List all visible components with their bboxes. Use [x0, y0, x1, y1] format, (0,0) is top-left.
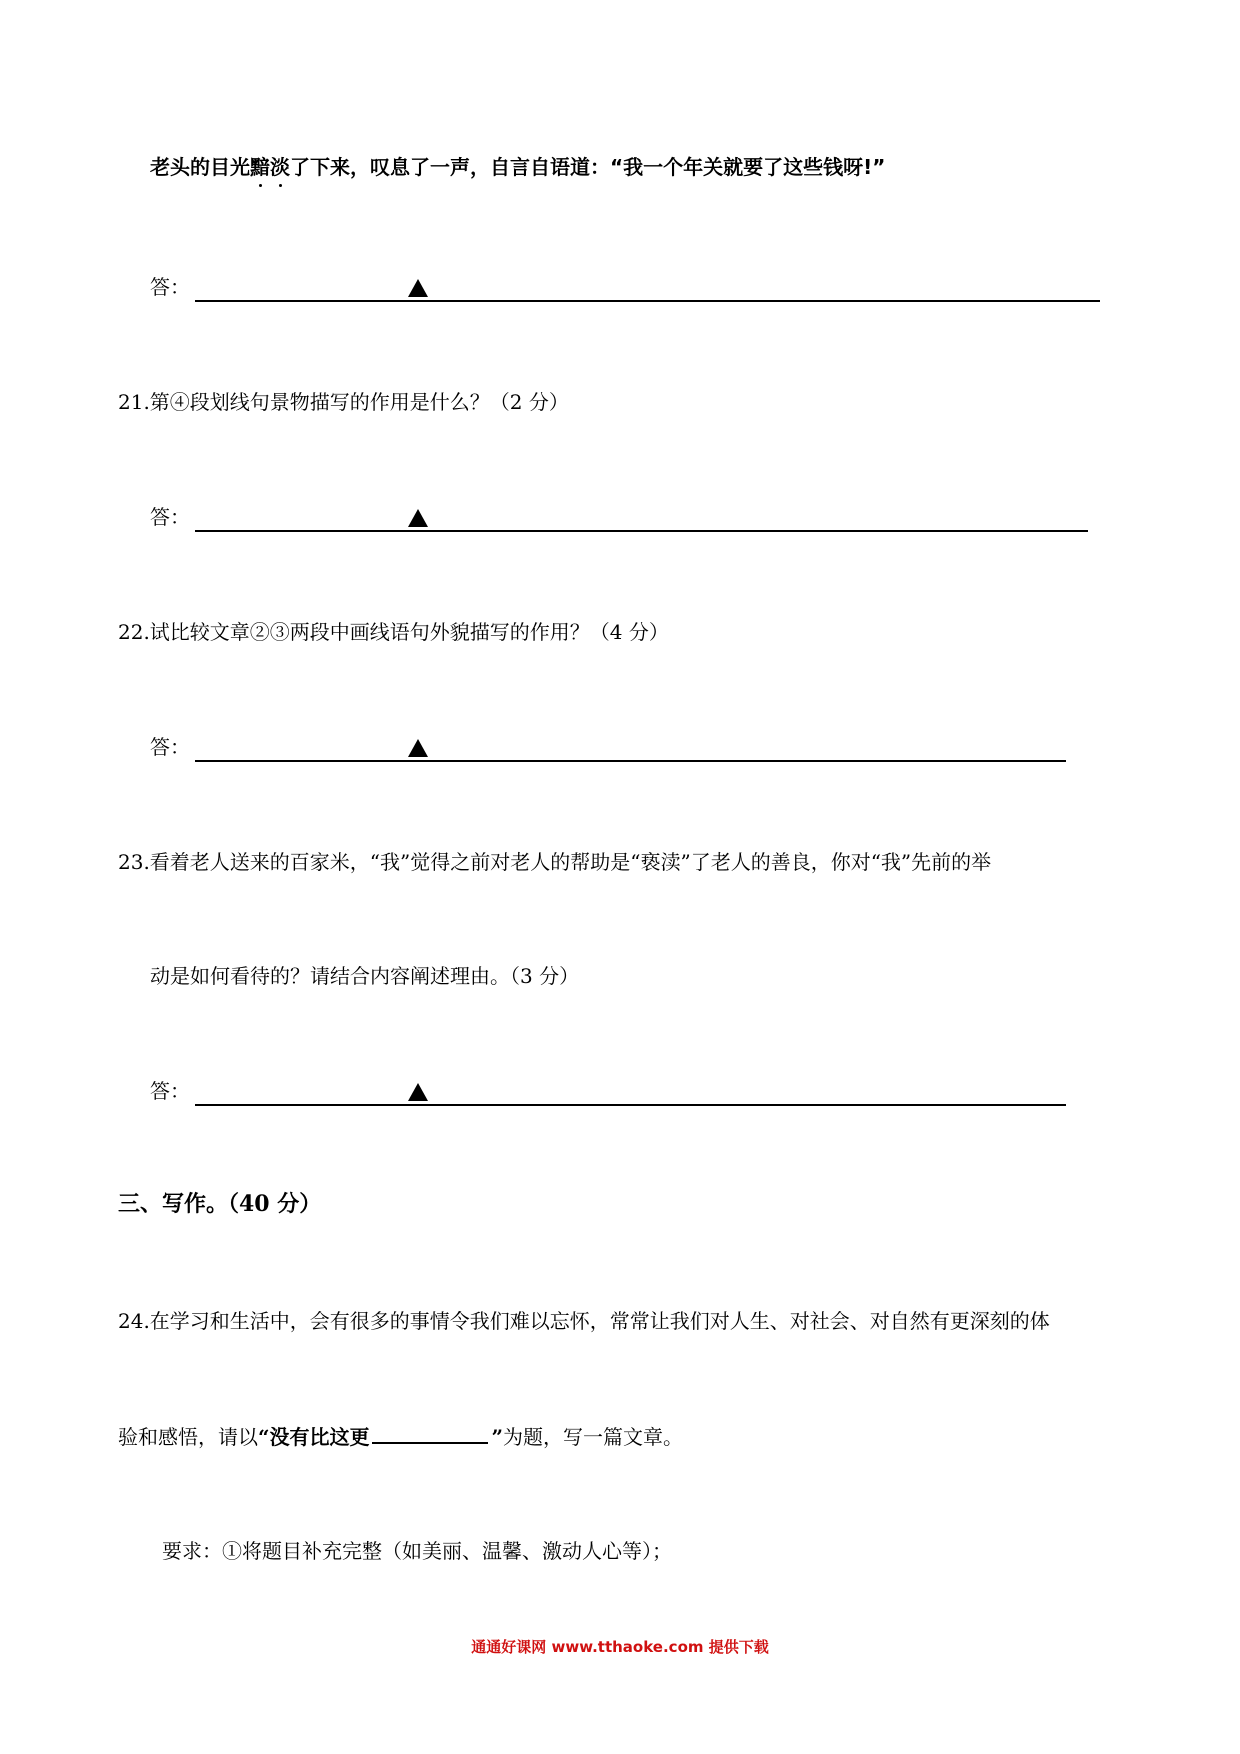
emphasis-dot-char: 淡 — [270, 155, 290, 179]
passage-quote: “我一个年关就要了这些钱呀!” — [610, 155, 886, 179]
triangle-marker-icon — [408, 1083, 428, 1101]
question-24-text-post: 为题，写一篇文章。 — [503, 1425, 684, 1449]
emphasis-dot-char: 黯 — [250, 155, 270, 179]
answer-line[interactable] — [195, 300, 1100, 302]
answer-label: 答： — [150, 735, 190, 759]
writing-requirement: 要求：①将题目补充完整（如美丽、温馨、激动人心等）； — [162, 1539, 672, 1563]
question-24-line2 — [118, 1422, 683, 1451]
triangle-marker-icon — [408, 739, 428, 757]
essay-title-close: ” — [491, 1425, 504, 1449]
passage-text-before: 老头的目光 — [150, 155, 250, 179]
section-title-writing: 三、写作。（40 分） — [118, 1191, 322, 1217]
question-24-line1: 24.在学习和生活中，会有很多的事情令我们难以忘怀，常常让我们对人生、对社会、对自然有更深刻的体 — [118, 1309, 1050, 1333]
footer-watermark: 通通好课网 www.tthaoke.com 提供下载 — [471, 1638, 769, 1656]
answer-line[interactable] — [195, 1104, 1066, 1106]
question-23-line1: 23.看着老人送来的百家米，“我”觉得之前对老人的帮助是“亵渎”了老人的善良，你对“我”先前的举 — [118, 850, 992, 874]
answer-line[interactable] — [195, 760, 1066, 762]
answer-line[interactable] — [195, 530, 1088, 532]
answer-label: 答： — [150, 505, 190, 529]
triangle-marker-icon — [408, 509, 428, 527]
title-blank-field[interactable] — [372, 1422, 488, 1444]
answer-row[interactable] — [150, 273, 1100, 303]
answer-row[interactable] — [150, 503, 1090, 533]
answer-label: 答： — [150, 275, 190, 299]
question-23-line2: 动是如何看待的？请结合内容阐述理由。（3 分） — [150, 964, 580, 988]
passage-text-after: 了下来，叹息了一声，自言自语道： — [290, 155, 610, 179]
essay-title-open: “没有比这更 — [258, 1425, 370, 1449]
answer-row[interactable] — [150, 733, 1070, 763]
triangle-marker-icon — [408, 279, 428, 297]
passage-quote-line — [150, 153, 885, 181]
answer-row[interactable] — [150, 1077, 1070, 1107]
question-21: 21.第④段划线句景物描写的作用是什么？（2 分） — [118, 390, 569, 414]
answer-label: 答： — [150, 1079, 190, 1103]
question-24-text-pre: 验和感悟，请以 — [118, 1425, 258, 1449]
question-22: 22.试比较文章②③两段中画线语句外貌描写的作用？（4 分） — [118, 620, 669, 644]
